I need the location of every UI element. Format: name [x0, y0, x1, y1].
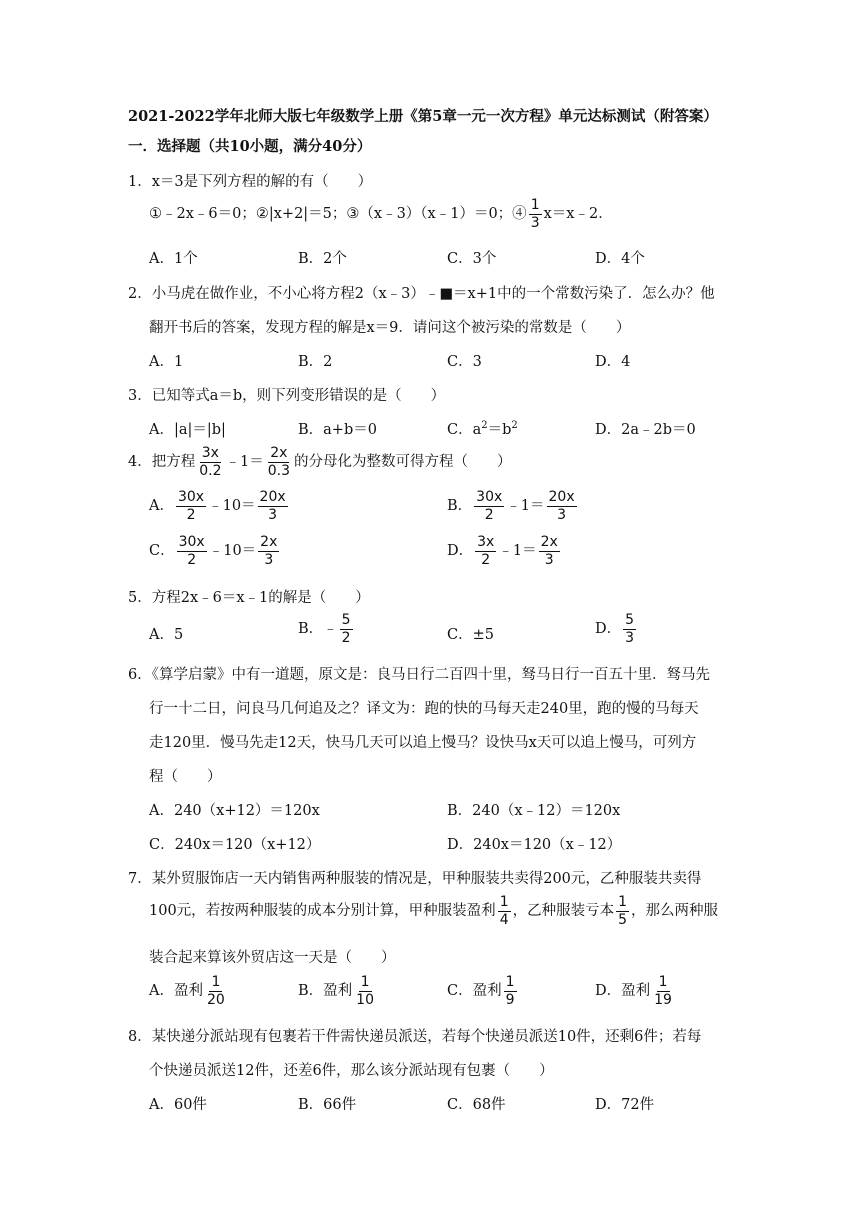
q8-option-a: A．60件: [149, 1097, 207, 1113]
q6-option-d: D．240x＝120（x﹣12）: [447, 837, 622, 853]
q2-option-b: B．2: [298, 354, 333, 370]
q7-option-b: B．盈利 $\frac{1}{10}$: [298, 974, 374, 1008]
q2-option-d: D．4: [595, 354, 631, 370]
q6-line1: 6．《算学启蒙》中有一道题，原文是：良马日行二百四十里，驽马日行一百五十里．驽马先: [128, 667, 710, 683]
q5-option-c: C．±5: [447, 627, 494, 643]
q3-option-c: C．$a^2=b^2$: [447, 420, 518, 438]
q1-stem: 1．x＝3是下列方程的解的有（ ）: [128, 174, 373, 190]
q1-option-d: D．4个: [595, 251, 645, 267]
q5-option-b: B．﹣ $\frac{5}{2}$: [298, 612, 351, 646]
q7-line2: 100元，若按两种服装的成本分别计算，甲种服装盈利 $\frac{1}{4}$ ，乙种服装亏本 $\frac{1}{5}$ ，那么两种服: [149, 894, 719, 928]
q8-line1: 8．某快递分派站现有包裹若干件需快递员派送，若每个快递员派送10件，还剩6件；若每: [128, 1029, 702, 1045]
document-title: 2021-2022学年北师大版七年级数学上册《第5章一元一次方程》单元达标测试（附答案）: [128, 108, 718, 125]
q4-option-a: A． $\frac{30x}{2}$ ﹣10＝ $\frac{20x}{3}$: [149, 489, 286, 523]
q6-line4: 程（ ）: [149, 769, 222, 785]
q6-line2: 行一十二日，问良马几何追及之？译文为：跑的快的马每天走240里，跑的慢的马每天: [149, 701, 699, 717]
q7-line3: 装合起来算该外贸店这一天是（ ）: [149, 950, 396, 966]
q4-stem: 4．把方程 $\frac{3x}{0.2}$ ﹣1＝ $\frac{2x}{0.3}$ 的分母化为整数可得方程（ ）: [128, 445, 512, 479]
q1-option-b: B．2个: [298, 251, 347, 267]
q6-option-a: A．240（x+12）＝120x: [149, 803, 320, 819]
q6-option-b: B．240（x﹣12）＝120x: [447, 803, 621, 819]
q5-option-d: D． $\frac{5}{3}$: [595, 612, 635, 646]
q8-line2: 个快递员派送12件，还差6件，那么该分派站现有包裹（ ）: [149, 1063, 554, 1079]
q4-option-b: B． $\frac{30x}{2}$ ﹣1＝ $\frac{20x}{3}$: [447, 489, 575, 523]
q2-option-a: A．1: [149, 354, 184, 370]
q5-option-a: A．5: [149, 627, 184, 643]
q8-option-c: C．68件: [447, 1097, 506, 1113]
q2-line1: 2．小马虎在做作业，不小心将方程2（x﹣3）﹣■＝x+1中的一个常数污染了．怎么办？他: [128, 286, 715, 302]
q5-stem: 5．方程2x﹣6＝x﹣1的解是（ ）: [128, 590, 370, 606]
q2-line2: 翻开书后的答案，发现方程的解是x＝9．请问这个被污染的常数是（ ）: [149, 320, 631, 336]
q7-line1: 7．某外贸服饰店一天内销售两种服装的情况是，甲种服装共卖得200元，乙种服装共卖得: [128, 871, 702, 887]
q1-option-a: A．1个: [149, 251, 198, 267]
q7-option-c: C．盈利 $\frac{1}{9}$: [447, 974, 515, 1008]
q8-option-b: B．66件: [298, 1097, 357, 1113]
q7-option-a: A．盈利 $\frac{1}{20}$: [149, 974, 225, 1008]
q6-option-c: C．240x＝120（x+12）: [149, 837, 321, 853]
q3-option-b: B．a+b＝0: [298, 422, 377, 438]
q4-option-d: D． $\frac{3x}{2}$ ﹣1＝ $\frac{2x}{3}$: [447, 534, 558, 568]
q7-option-d: D．盈利 $\frac{1}{19}$: [595, 974, 672, 1008]
q2-option-c: C．3: [447, 354, 482, 370]
q3-option-a: A．|a|＝|b|: [149, 422, 226, 438]
q3-stem: 3．已知等式a＝b，则下列变形错误的是（ ）: [128, 388, 446, 404]
q8-option-d: D．72件: [595, 1097, 655, 1113]
q1-option-c: C．3个: [447, 251, 497, 267]
q3-option-d: D．2a﹣2b＝0: [595, 422, 696, 438]
q4-option-c: C． $\frac{30x}{2}$ ﹣10＝ $\frac{2x}{3}$: [149, 534, 278, 568]
q1-equations: ①﹣2x﹣6＝0；②|x+2|＝5；③（x﹣3）（x﹣1）＝0；④ $\frac{1}{3}$ x＝x﹣2．: [149, 197, 613, 231]
q6-line3: 走120里．慢马先走12天，快马几天可以追上慢马？设快马x天可以追上慢马，可列方: [149, 735, 697, 751]
q1-fraction: $\frac{1}{3}$: [530, 197, 540, 231]
section-heading: 一．选择题（共10小题，满分40分）: [128, 138, 372, 155]
